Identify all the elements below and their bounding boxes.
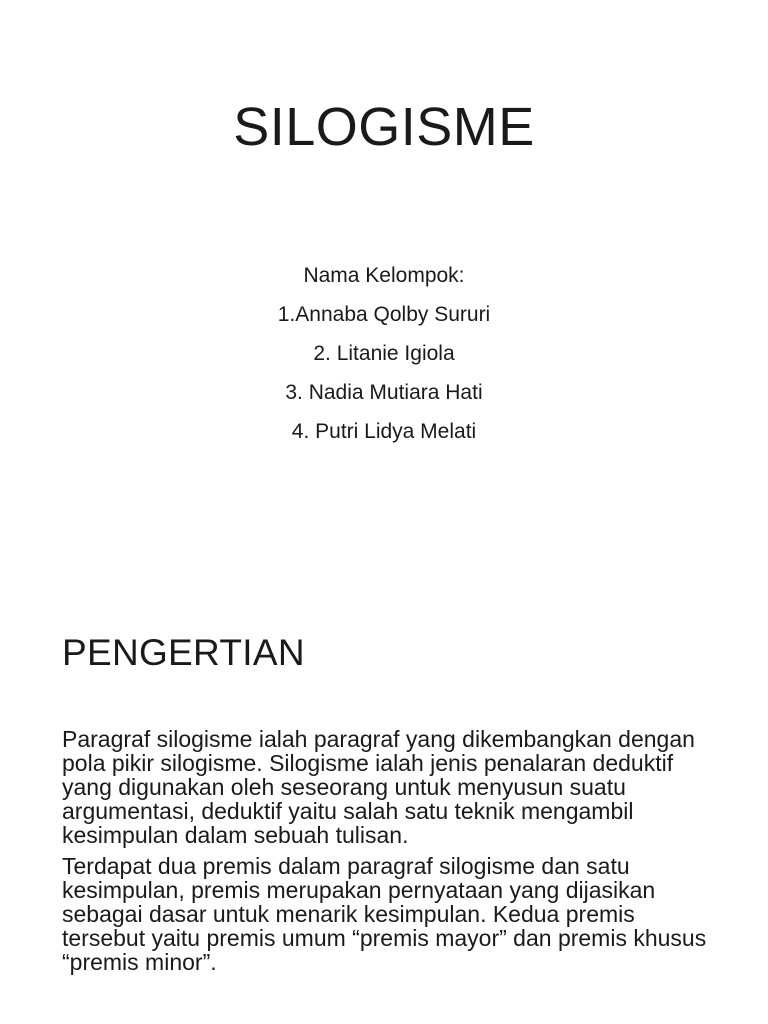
member-item: 1.Annaba Qolby Sururi <box>277 303 491 326</box>
paragraph: Terdapat dua premis dalam paragraf silogisme dan satu kesimpulan, premis merupakan pernyataan yang dijasikan sebagai dasar untuk menarik kesimpulan. Kedua premis tersebut yaitu premis umum “premis mayor” dan premis khusus “premis minor”. <box>62 853 707 975</box>
slide-title: SILOGISME <box>233 97 535 157</box>
member-item: 3. Nadia Mutiara Hati <box>285 381 483 404</box>
definition-body <box>62 727 722 981</box>
group-member-list <box>0 262 768 457</box>
section-title: PENGERTIAN <box>62 632 305 673</box>
definition-slide <box>0 576 768 1024</box>
paragraph: Paragraf silogisme ialah paragraf yang dikembangkan dengan pola pikir silogisme. Silogisme ialah jenis penalaran deduktif yang digunakan oleh seseorang untuk menyusun suatu argumentasi, deduktif yaitu salah satu teknik mengambil kesimpulan dalam sebuah tulisan. <box>62 726 695 848</box>
member-item: 4. Putri Lidya Melati <box>291 420 477 443</box>
member-item: 2. Litanie Igiola <box>313 342 455 365</box>
member-list-heading: Nama Kelompok: <box>303 264 465 287</box>
